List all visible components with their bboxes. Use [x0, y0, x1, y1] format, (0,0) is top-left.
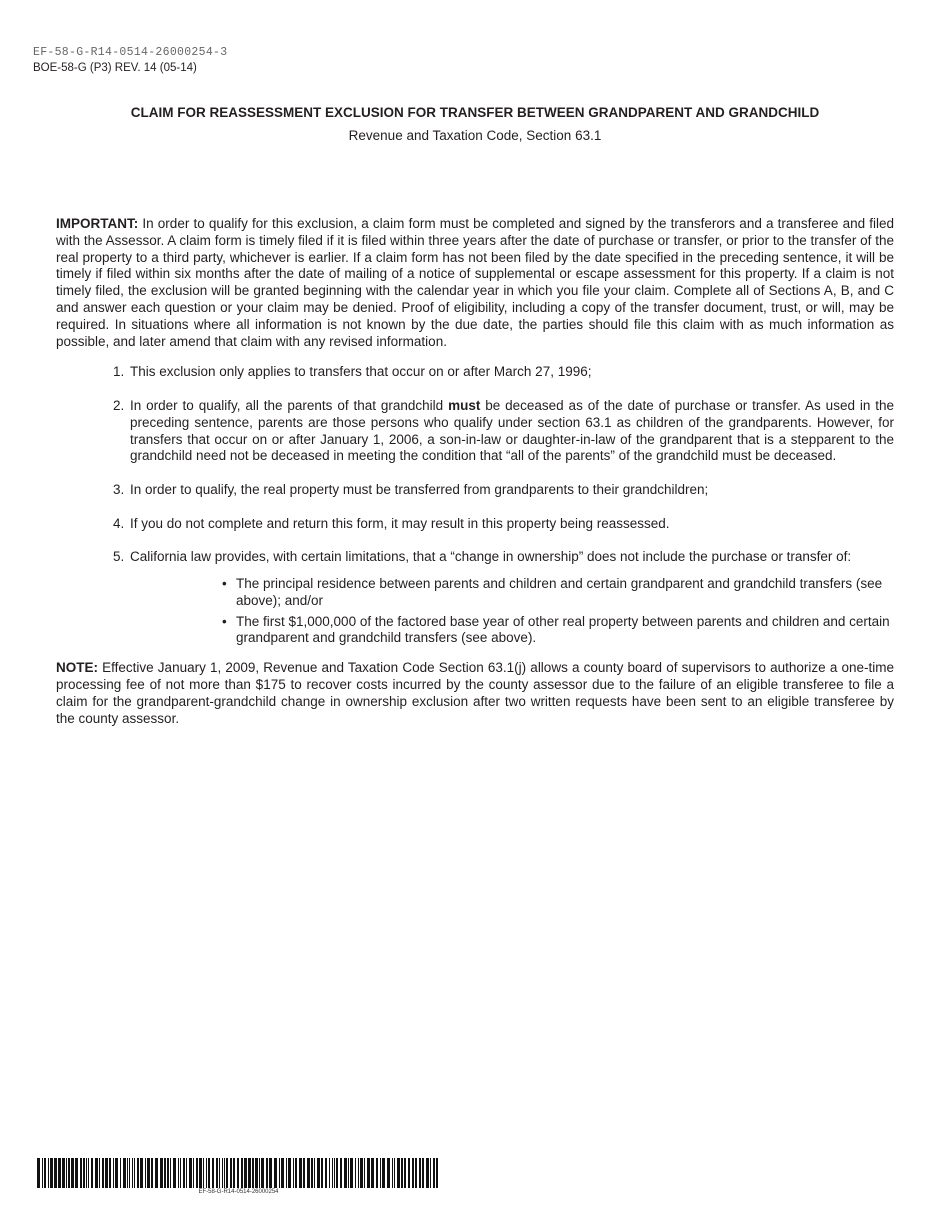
barcode-bar	[160, 1158, 163, 1188]
barcode-bar	[259, 1158, 260, 1188]
barcode-bar	[66, 1158, 67, 1188]
barcode-bar	[99, 1158, 100, 1188]
barcode-bar	[332, 1158, 333, 1188]
barcode-bar	[206, 1158, 207, 1188]
form-code: EF-58-G-R14-0514-26000254-3	[33, 46, 228, 59]
barcode-bar	[394, 1158, 395, 1188]
bullet-item	[222, 614, 894, 648]
barcode-bar	[167, 1158, 169, 1188]
barcode-bar	[120, 1158, 121, 1188]
barcode-bar	[419, 1158, 421, 1188]
barcode-bar	[44, 1158, 46, 1188]
barcode-bar	[42, 1158, 43, 1188]
barcode-bar	[226, 1158, 228, 1188]
barcode-bar	[293, 1158, 294, 1188]
barcode-bar	[430, 1158, 431, 1188]
barcode-bar	[380, 1158, 381, 1188]
barcode-bar	[147, 1158, 150, 1188]
barcode-bar	[115, 1158, 118, 1188]
barcode-bar	[387, 1158, 390, 1188]
barcode-bar	[237, 1158, 239, 1188]
barcode-bar	[329, 1158, 330, 1188]
bullet-text: The principal residence between parents and children and certain grandparent and grandchild transfers (see above); and/or	[236, 575, 883, 608]
barcode-bar	[102, 1158, 104, 1188]
barcode-bar	[401, 1158, 403, 1188]
note-label: NOTE:	[56, 660, 98, 676]
barcode-bar	[132, 1158, 133, 1188]
barcode-bar	[216, 1158, 218, 1188]
barcode-bar	[325, 1158, 327, 1188]
barcode-bar	[295, 1158, 297, 1188]
barcode-bar	[48, 1158, 49, 1188]
barcode-bar	[412, 1158, 414, 1188]
barcode-bar	[173, 1158, 176, 1188]
barcode-bar	[230, 1158, 232, 1188]
barcode-bar	[137, 1158, 139, 1188]
barcode-bar	[113, 1158, 114, 1188]
bullet-list	[56, 576, 894, 647]
barcode-bar	[340, 1158, 342, 1188]
barcode-bar	[208, 1158, 210, 1188]
conditions-list	[56, 364, 894, 566]
barcode-bar	[50, 1158, 53, 1188]
form-revision: BOE-58-G (P3) REV. 14 (05-14)	[33, 62, 197, 74]
barcode-bar	[224, 1158, 225, 1188]
barcode-bar	[261, 1158, 264, 1188]
list-item	[128, 364, 894, 381]
item-text: be deceased as of the date of purchase or transfer. As used in the preceding sentence, parents are those persons who qualify under section 63.1 as children of the grandparents. However, for transfers that occur on or after January 1, 2006, a son-in-law or daughter-in-law of the grandparent that is a stepparent to the grandchild need not be deceased in meeting the condition that “all of the parents” of the grandchild must be deceased.	[130, 397, 895, 464]
barcode-bar	[317, 1158, 320, 1188]
barcode-bar	[303, 1158, 305, 1188]
barcode-bar	[62, 1158, 65, 1188]
barcode-bar	[199, 1158, 202, 1188]
item-emphasis: must	[448, 397, 481, 413]
barcode-bar	[404, 1158, 406, 1188]
barcode-bar	[233, 1158, 235, 1188]
barcode-bar	[255, 1158, 258, 1188]
bullet-icon: •	[222, 613, 227, 629]
barcode-bar	[358, 1158, 359, 1188]
barcode-bar	[392, 1158, 393, 1188]
barcode-bar	[83, 1158, 85, 1188]
barcode-bar	[281, 1158, 284, 1188]
item-text: This exclusion only applies to transfers that occur on or after March 27, 1996;	[130, 364, 592, 380]
barcode-bar	[382, 1158, 385, 1188]
barcode-bar	[134, 1158, 135, 1188]
barcode-bar	[140, 1158, 143, 1188]
barcode-bar	[286, 1158, 287, 1188]
barcode-bar	[58, 1158, 61, 1188]
document-body	[56, 216, 894, 727]
barcode-bar	[415, 1158, 417, 1188]
item-text: In order to qualify, all the parents of that grandchild	[130, 397, 449, 413]
barcode-bar	[75, 1158, 78, 1188]
item-text: California law provides, with certain limitations, that a “change in ownership” does not include the purchase or transfer of:	[130, 549, 852, 565]
barcode-bar	[109, 1158, 111, 1188]
barcode-bar	[367, 1158, 370, 1188]
barcode-bar	[321, 1158, 323, 1188]
barcode-bar	[266, 1158, 268, 1188]
barcode-bar	[37, 1158, 40, 1188]
barcode-bar	[170, 1158, 171, 1188]
barcode-bar	[212, 1158, 214, 1188]
barcode-bar	[164, 1158, 166, 1188]
barcode-bar	[151, 1158, 153, 1188]
barcode-bar	[189, 1158, 192, 1188]
bullet-icon: •	[222, 575, 227, 591]
barcode-bar	[244, 1158, 247, 1188]
barcode-bar	[203, 1158, 204, 1188]
barcode-bar	[95, 1158, 98, 1188]
barcode-bar	[360, 1158, 363, 1188]
barcode-bar	[279, 1158, 280, 1188]
important-label: IMPORTANT:	[56, 216, 139, 231]
barcode-bar	[364, 1158, 365, 1188]
barcode-bar	[91, 1158, 93, 1188]
barcode-bar	[219, 1158, 220, 1188]
list-item	[128, 516, 894, 533]
important-text: In order to qualify for this exclusion, a claim form must be completed and signed by the transferors and a transferee and filed with the Assessor. A claim form is timely filed if it is filed within three years after the date of purchase or transfer, or prior to the transfer of the real property to a third party, whichever is earlier. If a claim form has not been filed by the date specified in the preceding sentence, it will be timely if filed within six months after the date of mailing of a notice of supplemental or escape assessment for this property. If a claim is not timely filed, the exclusion will be granted beginning with the calendar year in which you file your claim. Complete all of Sections A, B, and C and answer each question or your claim may be denied. Proof of eligibility, including a copy of the transfer document, trust, or will, may be required. In situations where all information is not known by the due date, the parties should file this claim with as much information as possible, and later amend that claim with any revised information.	[56, 216, 894, 349]
barcode-bar	[178, 1158, 179, 1188]
barcode-bar	[436, 1158, 438, 1188]
barcode-bar	[288, 1158, 291, 1188]
barcode-bar	[155, 1158, 158, 1188]
barcode-bar	[269, 1158, 272, 1188]
barcode-bar	[88, 1158, 89, 1188]
barcode-bar	[105, 1158, 108, 1188]
note-text: Effective January 1, 2009, Revenue and Taxation Code Section 63.1(j) allows a county board of supervisors to authorize a one-time processing fee of not more than $175 to recover costs incurred by the county assessor due to the failure of an eligible transferee to file a claim for the grandparent-grandchild change in ownership exclusion after two written requests have been sent to an eligible transferee by the county assessor.	[56, 660, 894, 726]
barcode-bar	[334, 1158, 335, 1188]
page-subtitle: Revenue and Taxation Code, Section 63.1	[348, 128, 602, 143]
barcode-bar	[355, 1158, 356, 1188]
barcode-bar	[348, 1158, 349, 1188]
barcode-bar	[397, 1158, 400, 1188]
barcode-bar	[314, 1158, 315, 1188]
barcode-bar	[376, 1158, 378, 1188]
barcode-bar	[68, 1158, 70, 1188]
bullet-text: The first $1,000,000 of the factored base year of other real property between parents and children and certain grandparent and grandchild transfers (see above).	[236, 613, 890, 646]
barcode-bar	[80, 1158, 82, 1188]
barcode-bar	[145, 1158, 146, 1188]
barcode-bar	[350, 1158, 353, 1188]
barcode-bar	[127, 1158, 128, 1188]
barcode-bar	[129, 1158, 130, 1188]
item-text: If you do not complete and return this form, it may result in this property being reassessed.	[130, 515, 670, 531]
barcode-bar	[241, 1158, 243, 1188]
barcode-bar	[180, 1158, 181, 1188]
barcode-bar	[123, 1158, 126, 1188]
barcode-bar	[252, 1158, 254, 1188]
barcode-bar	[274, 1158, 277, 1188]
barcode-bar	[196, 1158, 198, 1188]
barcode-bar	[86, 1158, 87, 1188]
note-paragraph	[56, 660, 894, 727]
bullet-item	[222, 576, 894, 610]
barcode-bar	[183, 1158, 185, 1188]
barcode-text: EF-58-G-R14-0514-26000254	[198, 1189, 279, 1195]
barcode-bar	[344, 1158, 347, 1188]
important-paragraph	[56, 216, 894, 350]
list-item	[128, 398, 894, 465]
barcode	[37, 1158, 440, 1188]
item-text: In order to qualify, the real property must be transferred from grandparents to their grandchildren;	[130, 481, 709, 497]
barcode-bar	[193, 1158, 194, 1188]
barcode-bar	[336, 1158, 338, 1188]
barcode-bar	[408, 1158, 410, 1188]
list-item	[128, 482, 894, 499]
barcode-bar	[433, 1158, 435, 1188]
barcode-bar	[422, 1158, 424, 1188]
barcode-bar	[222, 1158, 223, 1188]
barcode-bar	[307, 1158, 310, 1188]
barcode-bar	[371, 1158, 374, 1188]
barcode-bar	[426, 1158, 429, 1188]
barcode-bar	[54, 1158, 57, 1188]
list-item	[128, 549, 894, 566]
page-title: CLAIM FOR REASSESSMENT EXCLUSION FOR TRANSFER BETWEEN GRANDPARENT AND GRANDCHILD	[130, 105, 820, 120]
barcode-bar	[186, 1158, 187, 1188]
barcode-bar	[299, 1158, 302, 1188]
barcode-bar	[248, 1158, 251, 1188]
barcode-bar	[311, 1158, 313, 1188]
barcode-bar	[71, 1158, 74, 1188]
